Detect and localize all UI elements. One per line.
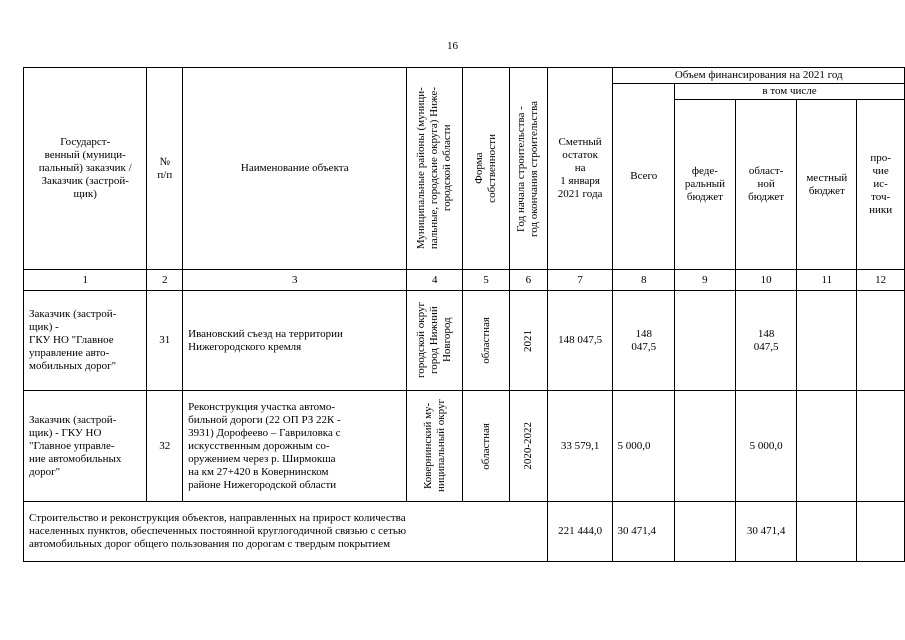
header-number: № п/п <box>147 68 183 270</box>
row-number: 31 <box>147 291 183 391</box>
page-number: 16 <box>447 40 458 52</box>
col-number: 4 <box>407 270 463 291</box>
other-cell <box>857 291 905 391</box>
summary-label: Строительство и реконструкция объектов, направленных на прирост количества населенных пунктов, обеспеченных постоянной круглогодичной связью с сетью автомобильных дорог общего пользования по дорогам с твердым покрытием <box>24 502 548 562</box>
header-customer: Государст- венный (муници- пальный) заказчик / Заказчик (застрой- щик) <box>24 68 147 270</box>
federal-cell <box>675 291 736 391</box>
header-object-name: Наименование объекта <box>183 68 407 270</box>
local-cell <box>797 291 857 391</box>
federal-cell <box>675 391 736 502</box>
district-cell: городской округ город Нижний Новгород <box>407 291 463 391</box>
col-number: 9 <box>675 270 736 291</box>
summary-other <box>857 502 905 562</box>
local-cell <box>797 391 857 502</box>
summary-federal <box>675 502 736 562</box>
col-number: 7 <box>547 270 613 291</box>
remainder-cell: 33 579,1 <box>547 391 613 502</box>
col-number: 8 <box>613 270 675 291</box>
regional-cell: 148 047,5 <box>735 291 797 391</box>
ownership-cell: областная <box>463 391 510 502</box>
row-number: 32 <box>147 391 183 502</box>
object-name-cell: Реконструкция участка автомо- бильной дороги (22 ОП РЗ 22К - 3931) Дорофеево – Гавриловка с искусственным дорожным со- оружением через р. Ширмокша на км 27+420 в Ковернинском районе Нижегородской области <box>183 391 407 502</box>
customer-cell: Заказчик (застрой- щик) - ГКУ НО "Главное управление авто- мобильных дорог" <box>24 291 147 391</box>
header-including: в том числе <box>675 84 905 100</box>
header-remainder: Сметный остаток на 1 января 2021 года <box>547 68 613 270</box>
header-other: про- чие ис- точ- ники <box>857 100 905 270</box>
other-cell <box>857 391 905 502</box>
col-number: 5 <box>463 270 510 291</box>
header-ownership: Форма собственности <box>463 68 510 270</box>
years-cell: 2020-2022 <box>509 391 547 502</box>
col-number: 12 <box>857 270 905 291</box>
header-local: местный бюджет <box>797 100 857 270</box>
col-number: 2 <box>147 270 183 291</box>
col-number: 10 <box>735 270 797 291</box>
summary-regional: 30 471,4 <box>735 502 797 562</box>
table-row <box>24 291 905 391</box>
regional-cell: 5 000,0 <box>735 391 797 502</box>
summary-total: 30 471,4 <box>613 502 675 562</box>
financing-table <box>23 67 905 562</box>
total-cell: 5 000,0 <box>613 391 675 502</box>
summary-local <box>797 502 857 562</box>
ownership-cell: областная <box>463 291 510 391</box>
col-number: 11 <box>797 270 857 291</box>
header-financing-group: Объем финансирования на 2021 год <box>613 68 905 84</box>
years-cell: 2021 <box>509 291 547 391</box>
customer-cell: Заказчик (застрой- щик) - ГКУ НО "Главное управле- ние автомобильных дорог" <box>24 391 147 502</box>
summary-remainder: 221 444,0 <box>547 502 613 562</box>
header-district: Муниципальные районы (муници- пальные, городские округа) Ниже- городской области <box>407 68 463 270</box>
summary-row <box>24 502 905 562</box>
total-cell: 148 047,5 <box>613 291 675 391</box>
header-regional: област- ной бюджет <box>735 100 797 270</box>
column-numbers-row <box>24 270 905 291</box>
header-federal: феде- ральный бюджет <box>675 100 736 270</box>
header-years: Год начала строительства - год окончания строительства <box>509 68 547 270</box>
header-total: Всего <box>613 84 675 270</box>
col-number: 3 <box>183 270 407 291</box>
col-number: 6 <box>509 270 547 291</box>
table-row <box>24 391 905 502</box>
district-cell: Ковернинский му- ниципальный округ <box>407 391 463 502</box>
object-name-cell: Ивановский съезд на территории Нижегородского кремля <box>183 291 407 391</box>
remainder-cell: 148 047,5 <box>547 291 613 391</box>
col-number: 1 <box>24 270 147 291</box>
